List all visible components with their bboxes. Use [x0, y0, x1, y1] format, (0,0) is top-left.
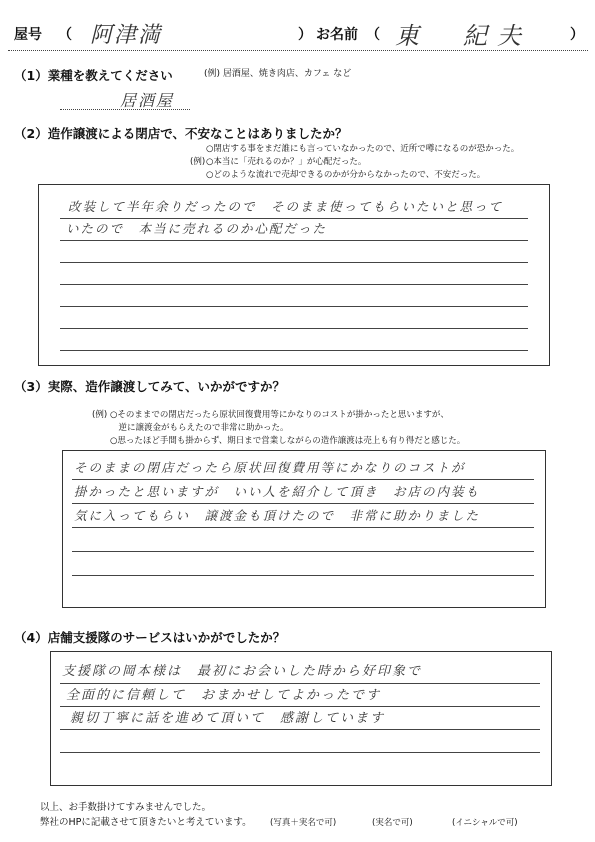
- q4-answer-line-1: 支援隊の岡本様は 最初にお会いした時から好印象で: [62, 664, 423, 679]
- shop-name-value: 阿津満: [90, 23, 163, 48]
- customer-name-label: お名前: [316, 27, 358, 43]
- q2-answer-line-2: いたので 本当に売れるのか心配だった: [66, 221, 328, 236]
- q4-answer-line-3: 親切丁寧に話を進めて頂いて 感謝しています: [70, 711, 386, 726]
- q2-example-3: ○どのような流れで売却できるのかが分からなかったので、不安だった。: [206, 170, 486, 180]
- q3-rule: [72, 551, 534, 552]
- customer-name-value: 東 紀夫: [395, 22, 531, 50]
- q3-answer-line-3: 気に入ってもらい 譲渡金も頂けたので 非常に助かりました: [74, 508, 481, 523]
- q3-rule: [72, 575, 534, 576]
- q4-rule: [60, 752, 540, 753]
- q2-example-label: (例): [190, 157, 206, 167]
- q2-rule: [60, 284, 528, 285]
- q2-rule: [60, 328, 528, 329]
- footer-line-2: 弊社のHPに記載させて頂きたいと考えています。: [40, 817, 252, 828]
- footer-option-initials: (イニシャルで可): [452, 818, 518, 828]
- q2-rule: [60, 350, 528, 351]
- shop-name-open-paren: （: [58, 27, 72, 43]
- q1-answer-line: [60, 109, 190, 110]
- q3-answer-line-1: そのままの閉店だったら原状回復費用等にかなりのコストが: [74, 460, 466, 475]
- q3-answer-line-2: 掛かったと思いますが いい人を紹介して頂き お店の内装も: [74, 484, 481, 499]
- q3-example-1: ○そのままでの閉店だったら原状回復費用等にかなりのコストが掛かったと思いますが、: [110, 410, 449, 420]
- q1-title: （1）業種を教えてください: [14, 68, 173, 83]
- q2-title: （2）造作譲渡による閉店で、不安なことはありましたか？: [14, 126, 348, 141]
- q3-example-label: (例): [92, 410, 108, 420]
- q3-title: （3）実際、造作譲渡してみて、いかがですか？: [14, 379, 285, 394]
- q2-rule: [60, 262, 528, 263]
- q4-answer-line-2: 全面的に信頼して おまかせしてよかったです: [66, 688, 382, 703]
- q2-example-1: ○閉店する事をまだ誰にも言っていなかったので、近所で噂になるのが恐かった。: [206, 144, 520, 154]
- footer-option-photo-real-name: (写真＋実名で可): [270, 818, 337, 828]
- q4-rule: [60, 729, 540, 730]
- q2-rule: [60, 306, 528, 307]
- q2-answer-line-1: 改装して半年余りだったので そのまま使ってもらいたいと思って: [68, 199, 504, 214]
- shop-name-label: 屋号: [14, 27, 42, 43]
- customer-name-close-paren: ）: [570, 27, 584, 43]
- q3-example-3: ○思ったほど手間も掛からず、期日まで営業しながらの造作譲渡は売上も有り得だと感じた。: [110, 436, 466, 446]
- q1-answer: 居酒屋: [120, 91, 175, 110]
- q3-example-2: 逆に譲渡金がもらえたので非常に助かった。: [110, 423, 289, 433]
- q4-title: （4）店舗支援隊のサービスはいかがでしたか？: [14, 630, 286, 645]
- footer-line-1: 以上、お手数掛けてすみませんでした。: [40, 802, 212, 813]
- q2-rule: [60, 240, 528, 241]
- q2-example-2: ○本当に「売れるのか？」が心配だった。: [206, 157, 367, 167]
- customer-name-open-paren: （: [366, 27, 380, 43]
- shop-name-close-paren: ）: [298, 27, 312, 43]
- q3-rule: [72, 503, 534, 504]
- q3-rule: [72, 479, 534, 480]
- q1-example: (例) 居酒屋、焼き肉店、カフェ など: [204, 69, 352, 79]
- q3-rule: [72, 527, 534, 528]
- header-divider: [8, 50, 588, 51]
- footer-option-real-name: (実名で可): [372, 818, 413, 828]
